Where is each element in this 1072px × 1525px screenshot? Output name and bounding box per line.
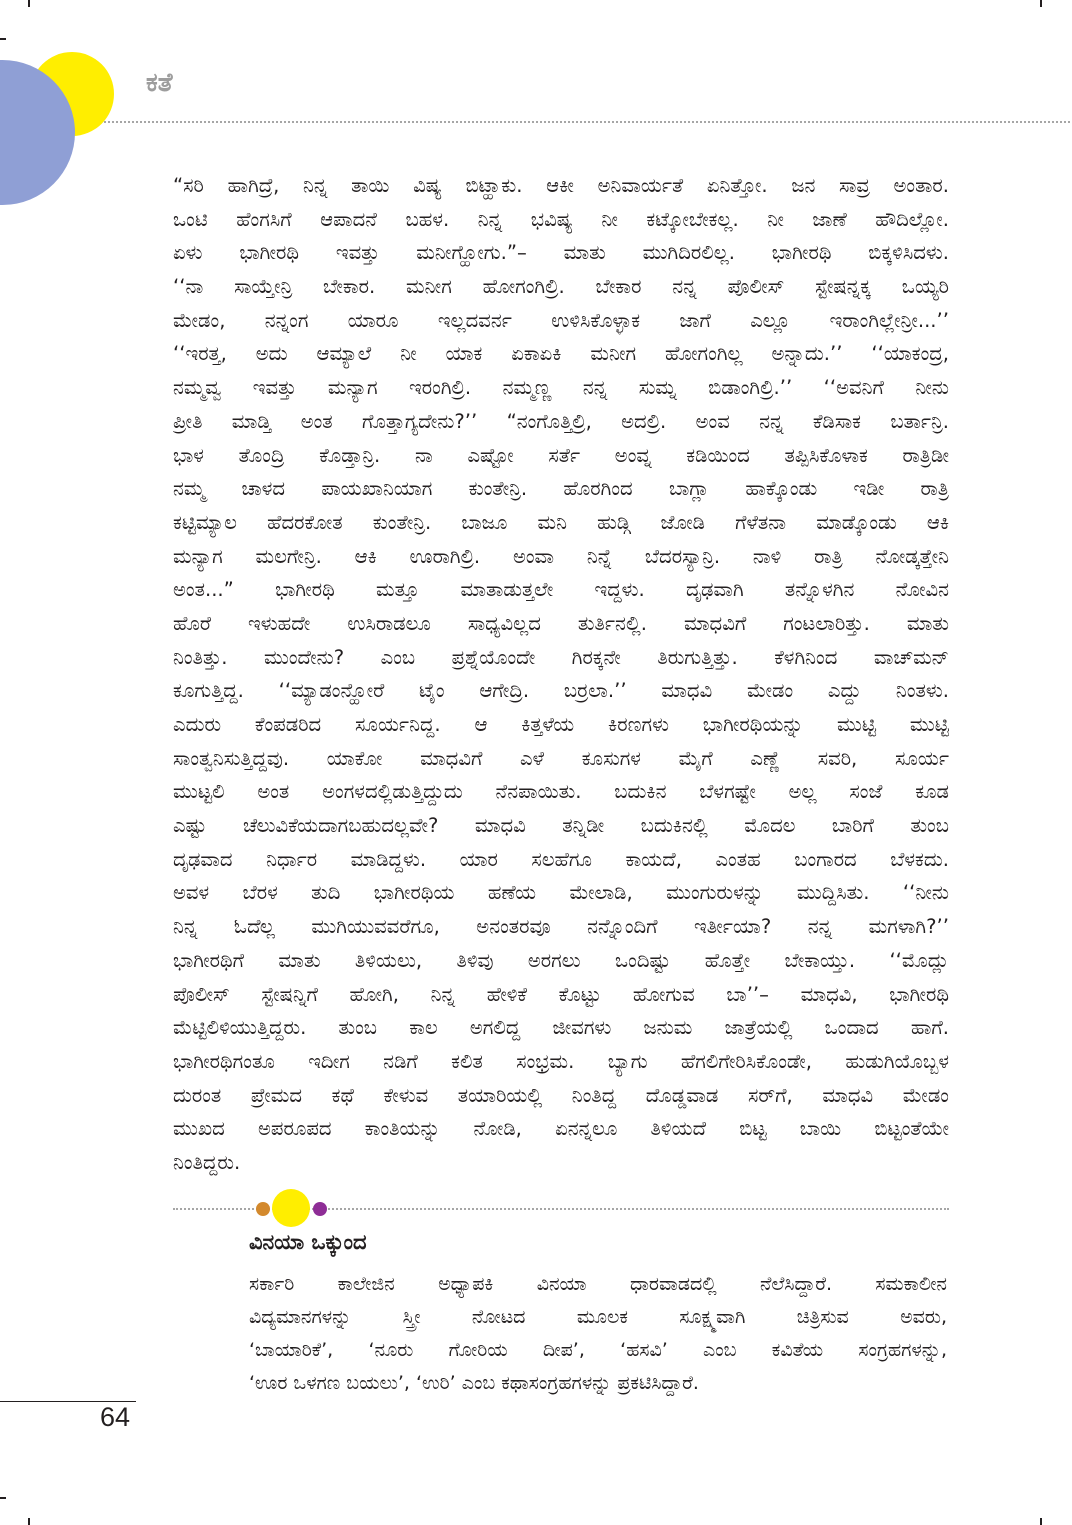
story-line: ಎದುರು ಕೆಂಪಡರಿದ ಸೂರ್ಯನಿದ್ದ. ಆ ಕಿತ್ತಳೆಯ ಕಿರಣಗಳು ಭಾಗೀರಥಿಯನ್ನು ಮುಟ್ಟಿ ಮುಟ್ಟಿ — [173, 713, 949, 736]
orange-dot — [256, 1202, 270, 1216]
crop-mark — [28, 1518, 30, 1525]
story-line: ‘‘ಇರತ್ತ, ಅದು ಆಮ್ಯಾಲೆ ನೀ ಯಾಕ ಏಕಾಏಕಿ ಮನೀಗ ಹೋಗಂಗಿಲ್ಲ ಅನ್ನಾದು.’’ ‘‘ಯಾಕಂದ್ರ, — [173, 342, 949, 366]
story-line: ಅವಳ ಬೆರಳ ತುದಿ ಭಾಗೀರಥಿಯ ಹಣೆಯ ಮೇಲಾಡಿ, ಮುಂಗುರುಳನ್ನು ಮುದ್ದಿಸಿತು. ‘‘ನೀನು — [173, 881, 949, 905]
crop-mark — [0, 1497, 6, 1499]
story-line: ಕೂಗುತ್ತಿದ್ದ. ‘‘ಮ್ಯಾಡಂನ್ಹೋರೆ ಟೈಂ ಆಗೇದ್ರಿ. ಬರ್ರಲಾ.’’ ಮಾಧವಿ ಮೇಡಂ ಎದ್ದು ನಿಂತಳು. — [173, 679, 949, 703]
bio-line: ವಿದ್ಯಮಾನಗಳನ್ನು ಸ್ತ್ರೀ ನೋಟದ ಮೂಲಕ ಸೂಕ್ಷ್ಮವಾಗಿ ಚಿತ್ರಿಸುವ ಅವರು, — [249, 1306, 947, 1328]
story-line: ಕಟ್ಟಿಮ್ಯಾಲ ಹೆದರಕೋತ ಕುಂತೇನ್ರಿ. ಬಾಜೂ ಮನಿ ಹುಡ್ಗಿ ಜೋಡಿ ಗೆಳೆತನಾ ಮಾಡ್ಕೊಂಡು ಆಕಿ — [173, 510, 949, 534]
story-line: ಹೊರೆ ಇಳುಹದೇ ಉಸಿರಾಡಲೂ ಸಾಧ್ಯವಿಲ್ಲದ ತುರ್ತಿನಲ್ಲಿ. ಮಾಧವಿಗೆ ಗಂಟಲಾರಿತ್ತು. ಮಾತು — [173, 611, 949, 635]
crop-mark — [1040, 0, 1042, 7]
section-label: ಕತೆ — [146, 68, 173, 98]
story-line: ಒಂಟಿ ಹೆಂಗಸಿಗೆ ಆಪಾದನೆ ಬಹಳ. ನಿನ್ನ ಭವಿಷ್ಯ ನೀ ಕಟ್ಕೋಬೇಕಲ್ಲ. ನೀ ಜಾಣೆ ಹೌದಿಲ್ಲೋ. — [173, 207, 949, 231]
header-dotted-rule — [104, 121, 1070, 123]
story-line: ‘‘ನಾ ಸಾಯ್ತೇನ್ರಿ ಬೇಕಾರ. ಮನೀಗ ಹೋಗಂಗಿಲ್ರಿ. ಬೇಕಾರ ನನ್ನ ಪೊಲೀಸ್ ಸ್ಟೇಷನ್ನಕ್ಕ ಒಯ್ಯರಿ — [173, 275, 949, 299]
story-line: ಮೆಟ್ಟಿಲಿಳಿಯುತ್ತಿದ್ದರು. ತುಂಬ ಕಾಲ ಅಗಲಿದ್ದ ಜೀವಗಳು ಜನುಮ ಜಾತ್ರೆಯಲ್ಲಿ ಒಂದಾದ ಹಾಗೆ. — [173, 1016, 949, 1040]
story-line: ಮುಟ್ಟಲಿ ಅಂತ ಅಂಗಳದಲ್ಲಿಡುತ್ತಿದ್ದುದು ನೆನಪಾಯಿತು. ಬದುಕಿನ ಬೆಳಗಷ್ಟೇ ಅಲ್ಲ ಸಂಜೆ ಕೂಡ — [173, 780, 949, 804]
story-line: ನಿನ್ನ ಓದೆಲ್ಲ ಮುಗಿಯುವವರೆಗೂ, ಅನಂತರವೂ ನನ್ನೊಂದಿಗೆ ಇರ್ತೀಯಾ? ನನ್ನ ಮಗಳಾಗಿ?’’ — [173, 915, 949, 939]
story-line: ಭಾಗೀರಥಿಗಂತೂ ಇದೀಗ ನಡಿಗೆ ಕಲಿತ ಸಂಭ್ರಮ. ಬ್ಯಾಗು ಹೆಗಲಿಗೇರಿಸಿಕೊಂಡೇ, ಹುಡುಗಿಯೊಬ್ಬಳ — [173, 1049, 949, 1073]
story-line: ನಿಂತಿದ್ದರು. — [173, 1150, 241, 1174]
yellow-dot — [272, 1189, 310, 1227]
bio-line: ‘ಬಾಯಾರಿಕೆ’, ‘ನೂರು ಗೋರಿಯ ದೀಪ’, ‘ಹಸವಿ’ ಎಂಬ ಕವಿತೆಯ ಸಂಗ್ರಹಗಳನ್ನು, — [249, 1339, 947, 1361]
story-line: ನಮ್ಮ ಚಾಳದ ಪಾಯಖಾನಿಯಾಗ ಕುಂತೇನ್ರಿ. ಹೊರಗಿಂದ ಬಾಗ್ಲಾ ಹಾಕ್ಕೊಂಡು ಇಡೀ ರಾತ್ರಿ — [173, 477, 949, 501]
story-line: ಪ್ರೀತಿ ಮಾಡ್ತಿ ಅಂತ ಗೊತ್ತಾಗ್ಯದೇನು?’’ “ನಂಗೊತ್ತಿಲ್ರಿ, ಅದಲ್ರಿ. ಅಂವ ನನ್ನ ಕೆಡಿಸಾಕ ಬರ್ತಾನ್ರಿ. — [173, 409, 949, 433]
crop-mark — [28, 0, 30, 7]
bio-line: ಸರ್ಕಾರಿ ಕಾಲೇಜಿನ ಅಧ್ಯಾಪಕಿ ವಿನಯಾ ಧಾರವಾಡದಲ್ಲಿ ನೆಲೆಸಿದ್ದಾರೆ. ಸಮಕಾಲೀನ — [249, 1273, 947, 1295]
story-line: ಸಾಂತ್ವನಿಸುತ್ತಿದ್ದವು. ಯಾಕೋ ಮಾಧವಿಗೆ ಎಳೆ ಕೂಸುಗಳ ಮೈಗೆ ಎಣ್ಣೆ ಸವರಿ, ಸೂರ್ಯ — [173, 746, 949, 770]
page-number: 64 — [100, 1402, 131, 1432]
purple-dot — [313, 1202, 327, 1216]
story-line: ಭಾಳ ತೊಂದ್ರಿ ಕೊಡ್ತಾನ್ರಿ. ನಾ ಎಷ್ಟೋ ಸರ್ತೆ ಅಂವ್ನ ಕಡಿಯಿಂದ ತಪ್ಪಿಸಿಕೊಳಾಕ ರಾತ್ರಿಡೀ — [173, 443, 949, 467]
story-line: ಭಾಗೀರಥಿಗೆ ಮಾತು ತಿಳಿಯಲು, ತಿಳಿವು ಅರಗಲು ಒಂದಿಷ್ಟು ಹೊತ್ತೇ ಬೇಕಾಯ್ತು. ‘‘ಮೊದ್ಲು — [173, 948, 949, 972]
story-line: ದೃಢವಾದ ನಿರ್ಧಾರ ಮಾಡಿದ್ದಳು. ಯಾರ ಸಲಹೆಗೂ ಕಾಯದೆ, ಎಂತಹ ಬಂಗಾರದ ಬೆಳಕದು. — [173, 847, 949, 871]
story-body — [173, 169, 949, 1180]
story-line: ಏಳು ಭಾಗೀರಥಿ ಇವತ್ತು ಮನೀಗ್ಹೋಗು.”– ಮಾತು ಮುಗಿದಿರಲಿಲ್ಲ. ಭಾಗೀರಥಿ ಬಿಕ್ಕಳಿಸಿದಳು. — [173, 241, 949, 265]
bio-line: ‘ಊರ ಒಳಗಣ ಬಯಲು’, ‘ಉರಿ’ ಎಂಬ ಕಥಾಸಂಗ್ರಹಗಳನ್ನು ಪ್ರಕಟಿಸಿದ್ದಾರೆ. — [249, 1372, 699, 1394]
crop-mark — [0, 38, 6, 40]
story-line: ಮೇಡಂ, ನನ್ನಂಗ ಯಾರೂ ಇಲ್ಲದವರ್ನ ಉಳಿಸಿಕೊಳ್ಳಾಕ ಜಾಗೆ ಎಲ್ಲೂ ಇರಾಂಗಿಲ್ಲೇನ್ರೀ...’’ — [173, 308, 949, 332]
story-line: ಎಷ್ಟು ಚೆಲುವಿಕೆಯದಾಗಬಹುದಲ್ಲವೇ? ಮಾಧವಿ ತನ್ನಿಡೀ ಬದುಕಿನಲ್ಲಿ ಮೊದಲ ಬಾರಿಗೆ ತುಂಬ — [173, 814, 949, 838]
story-line: ದುರಂತ ಪ್ರೇಮದ ಕಥೆ ಕೇಳುವ ತಯಾರಿಯಲ್ಲಿ ನಿಂತಿದ್ದ ದೊಡ್ಡವಾಡ ಸರ್‌ಗೆ, ಮಾಧವಿ ಮೇಡಂ — [173, 1083, 949, 1107]
crop-mark — [1040, 1518, 1042, 1525]
story-line: “ಸರಿ ಹಾಗಿದ್ರೆ, ನಿನ್ನ ತಾಯಿ ವಿಷ್ಯ ಬಿಟ್ಹಾಕು. ಆಕೀ ಅನಿವಾರ್ಯತೆ ಏನಿತ್ತೋ. ಜನ ಸಾವ್ರ ಅಂತಾರ. — [173, 174, 949, 197]
story-line: ಅಂತ...” ಭಾಗೀರಥಿ ಮತ್ತೂ ಮಾತಾಡುತ್ತಲೇ ಇದ್ದಳು. ದೃಢವಾಗಿ ತನ್ನೊಳಗಿನ ನೋವಿನ — [173, 578, 949, 602]
author-name: ವಿನಯಾ ಒಕ್ಕುಂದ — [249, 1230, 367, 1254]
author-bio — [249, 1268, 947, 1400]
story-line: ಪೊಲೀಸ್ ಸ್ಟೇಷನ್ನಿಗೆ ಹೋಗಿ, ನಿನ್ನ ಹೇಳಿಕೆ ಕೊಟ್ಟು ಹೋಗುವ ಬಾ’’– ಮಾಧವಿ, ಭಾಗೀರಥಿ — [173, 982, 949, 1006]
story-line: ನಮ್ಮವ್ವ ಇವತ್ತು ಮನ್ಯಾಗ ಇರಂಗಿಲ್ರಿ. ನಮ್ಮಣ್ಣ ನನ್ನ ಸುಮ್ನ ಬಿಡಾಂಗಿಲ್ರಿ.’’ ‘‘ಅವನಿಗೆ ನೀನು — [173, 376, 949, 400]
story-line: ನಿಂತಿತ್ತು. ಮುಂದೇನು? ಎಂಬ ಪ್ರಶ್ನೆಯೊಂದೇ ಗಿರಕ್ಕನೇ ತಿರುಗುತ್ತಿತ್ತು. ಕೆಳಗಿನಿಂದ ವಾಚ್‌ಮನ್ — [173, 645, 949, 669]
story-line: ಮುಖದ ಅಪರೂಪದ ಕಾಂತಿಯನ್ನು ನೋಡಿ, ಏನನ್ನಲೂ ತಿಳಿಯದೆ ಬಿಟ್ಟ ಬಾಯಿ ಬಿಟ್ಟಂತೆಯೇ — [173, 1117, 949, 1141]
story-line: ಮನ್ಯಾಗ ಮಲಗೇನ್ರಿ. ಆಕಿ ಊರಾಗಿಲ್ರಿ. ಅಂವಾ ನಿನ್ನೆ ಬೆದರಸ್ಯಾನ್ರಿ. ನಾಳಿ ರಾತ್ರಿ ನೋಡ್ಕತ್ತೇನಿ — [173, 544, 949, 568]
